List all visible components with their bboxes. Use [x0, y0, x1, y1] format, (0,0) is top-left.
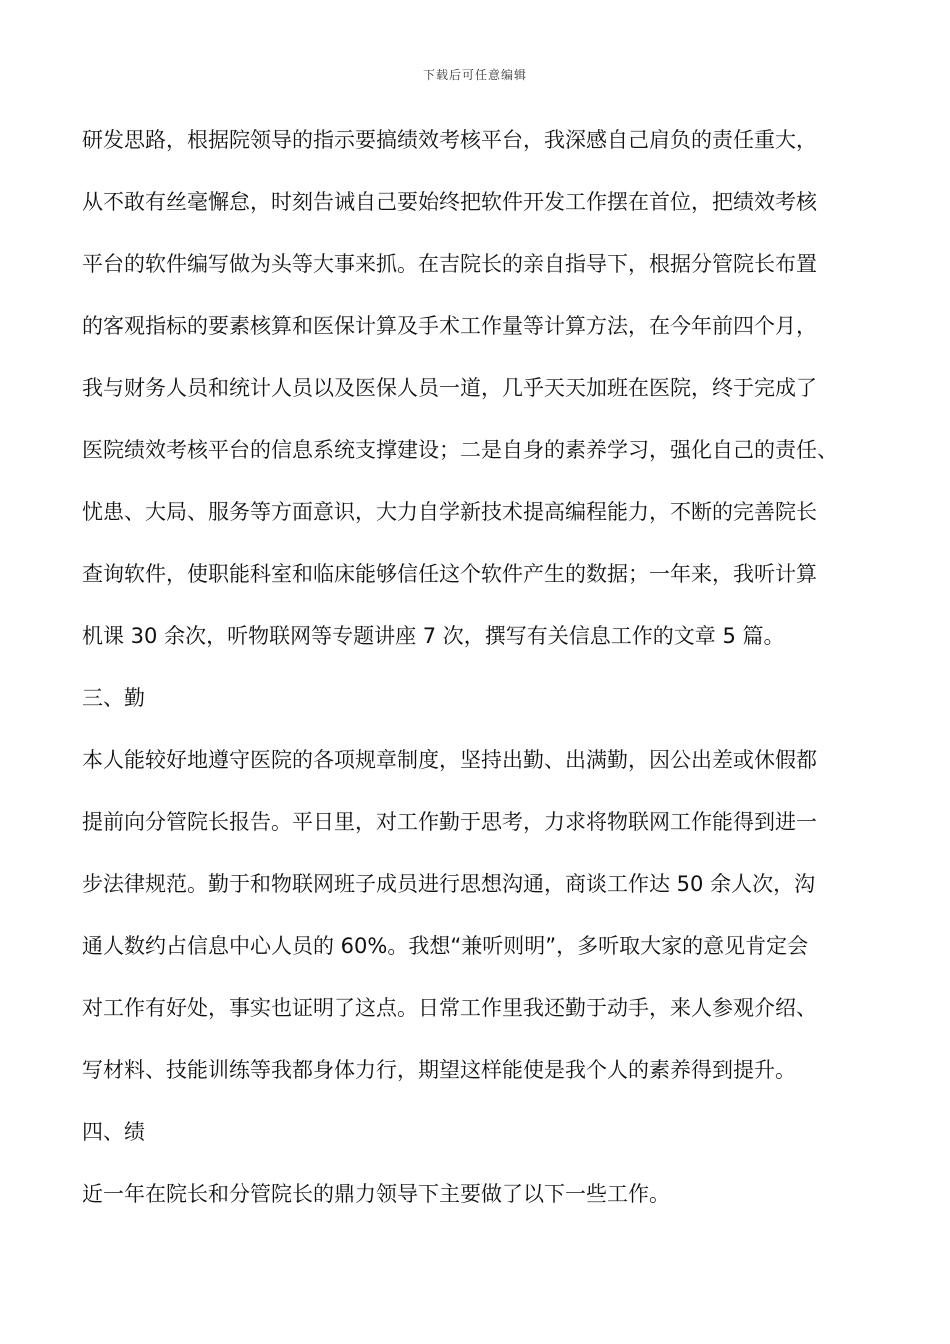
body-line: 我与财务人员和统计人员以及医保人员一道，几乎天天加班在医院，终于完成了 [82, 376, 817, 400]
body-line: 对工作有好处，事实也证明了这点。日常工作里我还勤于动手，来人参观介绍、 [82, 996, 817, 1020]
body-line: 机课 30 余次，听物联网等专题讲座 7 次，撰写有关信息工作的文章 5 篇。 [82, 624, 785, 648]
body-line: 忧患、大局、服务等方面意识，大力自学新技术提高编程能力，不断的完善院长 [82, 500, 817, 524]
body-line: 查询软件，使职能科室和临床能够信任这个软件产生的数据；一年来，我听计算 [82, 562, 817, 586]
header-note: 下载后可任意编辑 [422, 68, 527, 82]
body-line: 平台的软件编写做为头等大事来抓。在吉院长的亲自指导下，根据分管院长布置 [82, 252, 817, 276]
body-line: 从不敢有丝毫懈怠，时刻告诫自己要始终把软件开发工作摆在首位，把绩效考核 [82, 190, 817, 214]
body-line: 研发思路，根据院领导的指示要搞绩效考核平台，我深感自己肩负的责任重大， [82, 128, 817, 152]
document-body [82, 118, 882, 1234]
body-line: 本人能较好地遵守医院的各项规章制度，坚持出勤、出满勤，因公出差或休假都 [82, 748, 817, 772]
body-line: 的客观指标的要素核算和医保计算及手术工作量等计算方法，在今年前四个月， [82, 314, 817, 338]
section-heading-ji: 四、绩 [82, 1120, 145, 1144]
body-line: 医院绩效考核平台的信息系统支撑建设；二是自身的素养学习，强化自己的责任、 [82, 438, 838, 462]
body-line: 提前向分管院长报告。平日里，对工作勤于思考，力求将物联网工作能得到进一 [82, 810, 817, 834]
body-line: 近一年在院长和分管院长的鼎力领导下主要做了以下一些工作。 [82, 1182, 670, 1206]
body-line: 通人数约占信息中心人员的 60%。我想“兼听则明”，多听取大家的意见肯定会 [82, 934, 809, 958]
body-line: 步法律规范。勤于和物联网班子成员进行思想沟通，商谈工作达 50 余人次，沟 [82, 872, 816, 896]
section-heading-qin: 三、勤 [82, 686, 145, 710]
body-line: 写材料、技能训练等我都身体力行，期望这样能使是我个人的素养得到提升。 [82, 1058, 796, 1082]
